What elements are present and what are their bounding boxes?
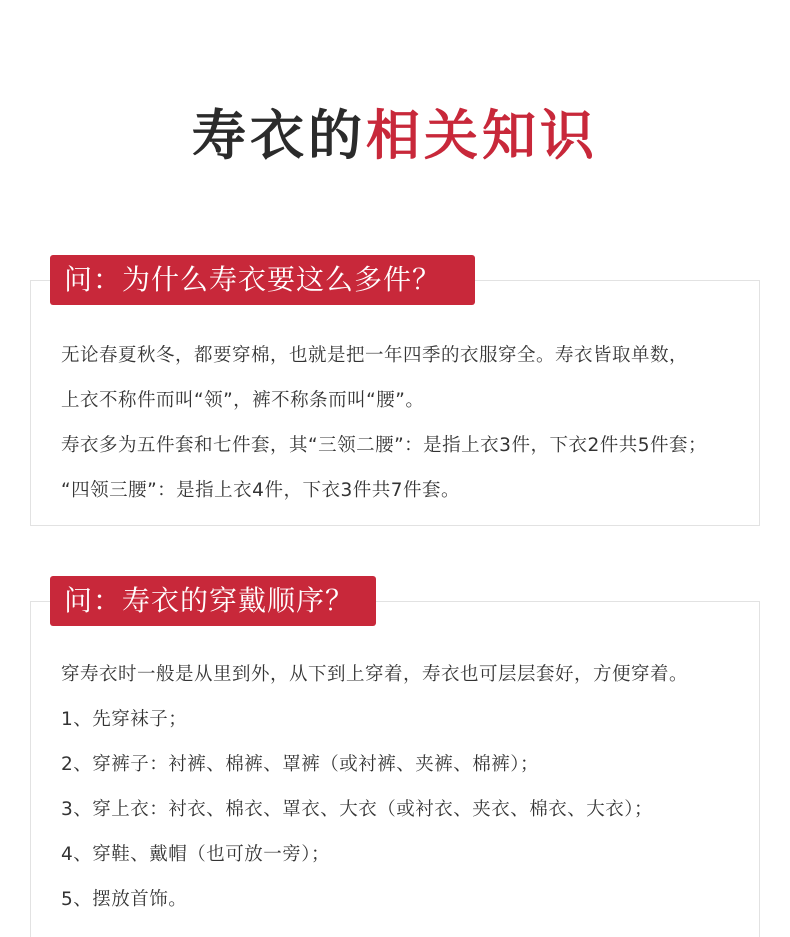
answer-line: 寿衣多为五件套和七件套，其“三领二腰”：是指上衣3件，下衣2件共5件套； — [61, 435, 707, 456]
answer-step: 1、先穿袜子； — [61, 709, 188, 730]
faq-question-label-1: 问：为什么寿衣要这么多件？ — [50, 255, 475, 305]
answer-line: 无论春夏秋冬，都要穿棉，也就是把一年四季的衣服穿全。寿衣皆取单数， — [61, 345, 689, 366]
page-title-part-accent: 相关知识 — [366, 103, 598, 167]
answer-line: 上衣不称件而叫“领”，裤不称条而叫“腰”。 — [61, 390, 425, 411]
answer-step: 5、摆放首饰。 — [61, 889, 188, 910]
faq-answer-2 — [61, 652, 739, 922]
faq-answer-1 — [61, 333, 739, 513]
faq-card-dressing-order — [30, 601, 760, 937]
answer-step: 2、穿裤子：衬裤、棉裤、罩裤（或衬裤、夹裤、棉裤）； — [61, 754, 540, 775]
answer-line: “四领三腰”：是指上衣4件，下衣3件共7件套。 — [61, 480, 460, 501]
answer-line: 穿寿衣时一般是从里到外，从下到上穿着，寿衣也可层层套好，方便穿着。 — [61, 664, 689, 685]
page-title-part-dark: 寿衣的 — [192, 103, 366, 167]
faq-card-why-many-pieces — [30, 280, 760, 526]
page-title — [0, 100, 790, 170]
answer-step: 3、穿上衣：衬衣、棉衣、罩衣、大衣（或衬衣、夹衣、棉衣、大衣）； — [61, 799, 654, 820]
faq-question-label-2: 问：寿衣的穿戴顺序？ — [50, 576, 376, 626]
answer-step: 4、穿鞋、戴帽（也可放一旁）； — [61, 844, 331, 865]
